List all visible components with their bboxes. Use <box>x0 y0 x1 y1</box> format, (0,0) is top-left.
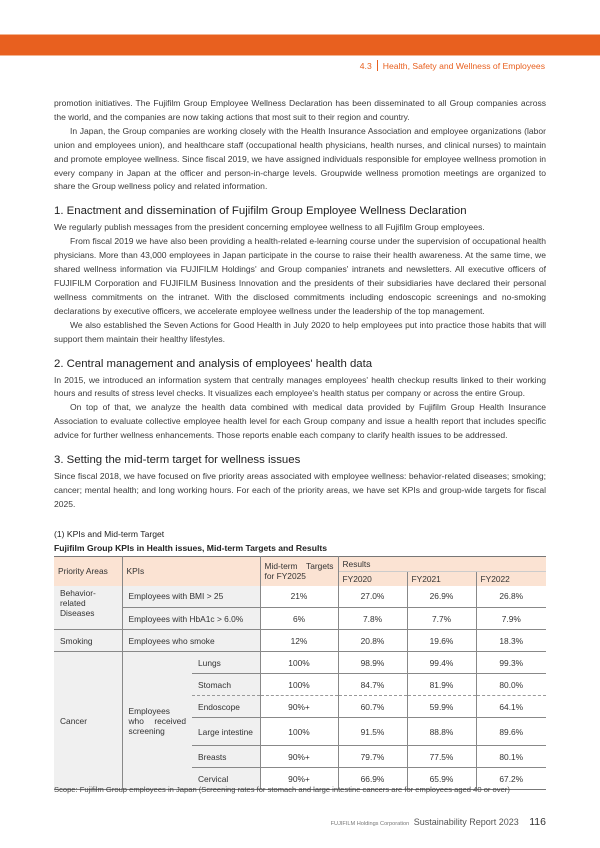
header-results: Results <box>338 556 546 571</box>
cancer-type-cell: Breasts <box>192 746 260 768</box>
header-kpis: KPIs <box>122 556 260 586</box>
header-fy2021: FY2021 <box>407 571 476 586</box>
result-cell: 98.9% <box>338 652 407 674</box>
result-cell: 20.8% <box>338 630 407 652</box>
result-cell: 91.5% <box>338 718 407 746</box>
table-title: Fujifilm Group KPIs in Health issues, Mid-term Targets and Results <box>54 542 327 553</box>
target-cell: 12% <box>260 630 338 652</box>
footer-corporation: FUJIFILM Holdings Corporation <box>330 821 410 827</box>
section-1-paragraph-3: We also established the Seven Actions for Good Health in July 2020 to help employees put into practice those habits that will support them maintain their healthy lifestyles. <box>54 319 546 344</box>
priority-area-behavior: Behavior-related Diseases <box>54 586 122 630</box>
target-cell: 6% <box>260 608 338 630</box>
result-cell: 60.7% <box>338 696 407 718</box>
target-cell: 90%+ <box>260 768 338 790</box>
section-2-paragraph-2: On top of that, we analyze the health data combined with medical data provided by Fujifilm Group Health Insurance Association to evaluate collective employee health level for each Group company and issue a health report that includes specific advice for further wellness enhancements. Those reports enable each company to clarify health issues to be addressed. <box>54 402 546 441</box>
result-cell: 7.9% <box>476 608 546 630</box>
section-3-paragraph-1: Since fiscal 2018, we have focused on five priority areas associated with employee wellness: behavior-related diseases; smoking; cancer; mental health; and long working hours. For each of the priority areas, we have set KPIs and group-wide targets for fiscal 2025. <box>54 471 546 509</box>
result-cell: 79.7% <box>338 746 407 768</box>
result-cell: 18.3% <box>476 630 546 652</box>
target-cell: 100% <box>260 652 338 674</box>
section-2-heading: 2. Central management and analysis of employees' health data <box>54 357 373 370</box>
kpi-subheading: (1) KPIs and Mid-term Target <box>54 528 165 539</box>
priority-area-cancer: Cancer <box>54 652 122 790</box>
header-mid-term-targets: Mid-term Targets for FY2025 <box>260 556 338 586</box>
header-fy2020: FY2020 <box>338 571 407 586</box>
footer-report-title: Sustainability Report 2023 <box>413 817 519 827</box>
kpi-cell-cancer: Employees who received screening <box>122 652 192 790</box>
target-cell: 90%+ <box>260 746 338 768</box>
section-1-paragraph-2: From fiscal 2019 we have also been providing a health-related e-learning course under the supervision of occupational health physicians. More than 43,000 employees in Japan participate in the course to raise their health awareness. At the same time, we shared wellness information via FUJIFILM Holdings' and Group companies' intranets and newsletters. All executive officers of FUJIFILM Corporation and FUJIFILM Business Innovation and the presidents of their subsidiaries have declared their personal wellness commitments on the intranet. With the disclosed commitments including endoscopic screenings and no-smoking declarations by executive officers, we accelerate employee wellness under the leadership of the top management. <box>54 236 546 316</box>
target-cell: 90%+ <box>260 696 338 718</box>
result-cell: 7.8% <box>338 608 407 630</box>
kpi-cell: Employees with BMI > 25 <box>122 586 260 608</box>
result-cell: 99.4% <box>407 652 476 674</box>
header-priority-areas: Priority Areas <box>54 556 122 586</box>
intro-paragraph-1: promotion initiatives. The Fujifilm Group Employee Wellness Declaration has been disseminated to all Group companies across the world, and the companies are now taking actions that most suit to their region and country. <box>54 98 546 122</box>
result-cell: 64.1% <box>476 696 546 718</box>
target-cell: 21% <box>260 586 338 608</box>
kpi-cell: Employees who smoke <box>122 630 260 652</box>
result-cell: 65.9% <box>407 768 476 790</box>
result-cell: 88.8% <box>407 718 476 746</box>
result-cell: 77.5% <box>407 746 476 768</box>
result-cell: 26.9% <box>407 586 476 608</box>
result-cell: 80.0% <box>476 674 546 696</box>
cancer-type-cell: Large intestine <box>192 718 260 746</box>
section-2-paragraph-1: In 2015, we introduced an information system that centrally manages employees' health checkup results linked to their working hours and results of stress level checks. It visualizes each employee's health status per company or across the entire Group. <box>54 374 546 399</box>
cancer-type-cell: Stomach <box>192 674 260 696</box>
result-cell: 67.2% <box>476 768 546 790</box>
page-number: 116 <box>529 816 546 828</box>
table-row <box>54 586 546 608</box>
kpi-cell: Employees with HbA1c > 6.0% <box>122 608 260 630</box>
result-cell: 89.6% <box>476 718 546 746</box>
result-cell: 81.9% <box>407 674 476 696</box>
target-cell: 100% <box>260 674 338 696</box>
section-title: Health, Safety and Wellness of Employees <box>382 61 545 71</box>
header-fy2022: FY2022 <box>476 571 546 586</box>
target-cell: 100% <box>260 718 338 746</box>
table-row <box>54 652 546 674</box>
table-footnote: Scope: Fujifilm Group employees in Japan (Screening rates for stomach and large intestine cancers are for employees aged 40 or over) <box>54 785 510 794</box>
result-cell: 66.9% <box>338 768 407 790</box>
header-accent-band <box>0 34 600 56</box>
table-row <box>54 608 546 630</box>
section-1-heading: 1. Enactment and dissemination of Fujifilm Group Employee Wellness Declaration <box>54 205 467 218</box>
table-row <box>54 630 546 652</box>
cancer-type-cell: Cervical <box>192 768 260 790</box>
section-1-paragraph-1: We regularly publish messages from the president concerning employee wellness to all Fujifilm Group employees. <box>54 222 485 233</box>
section-number: 4.3 <box>359 61 372 71</box>
cancer-type-cell: Lungs <box>192 652 260 674</box>
result-cell: 84.7% <box>338 674 407 696</box>
result-cell: 19.6% <box>407 630 476 652</box>
header-divider <box>377 60 378 71</box>
kpi-table <box>54 556 546 791</box>
result-cell: 26.8% <box>476 586 546 608</box>
result-cell: 59.9% <box>407 696 476 718</box>
result-cell: 99.3% <box>476 652 546 674</box>
section-3-heading: 3. Setting the mid-term target for wellness issues <box>54 454 301 467</box>
result-cell: 27.0% <box>338 586 407 608</box>
page-footer <box>331 812 546 830</box>
priority-area-smoking: Smoking <box>54 630 122 652</box>
section-header <box>360 60 545 71</box>
cancer-type-cell: Endoscope <box>192 696 260 718</box>
main-content <box>54 97 546 790</box>
intro-paragraph-2: In Japan, the Group companies are working closely with the Health Insurance Association and employee organizations (labor union and employees union), and healthcare staff (occupational health physicians, health nurses, and clinical nurses) to maintain and promote employee wellness. Since fiscal 2019, we have assigned individuals responsible for employee wellness promotion in every company in Japan at the officer and person-in-charge levels. Groupwide wellness promotion meetings are organized to share the Group wellness policy and related information. <box>54 125 546 192</box>
result-cell: 80.1% <box>476 746 546 768</box>
result-cell: 7.7% <box>407 608 476 630</box>
